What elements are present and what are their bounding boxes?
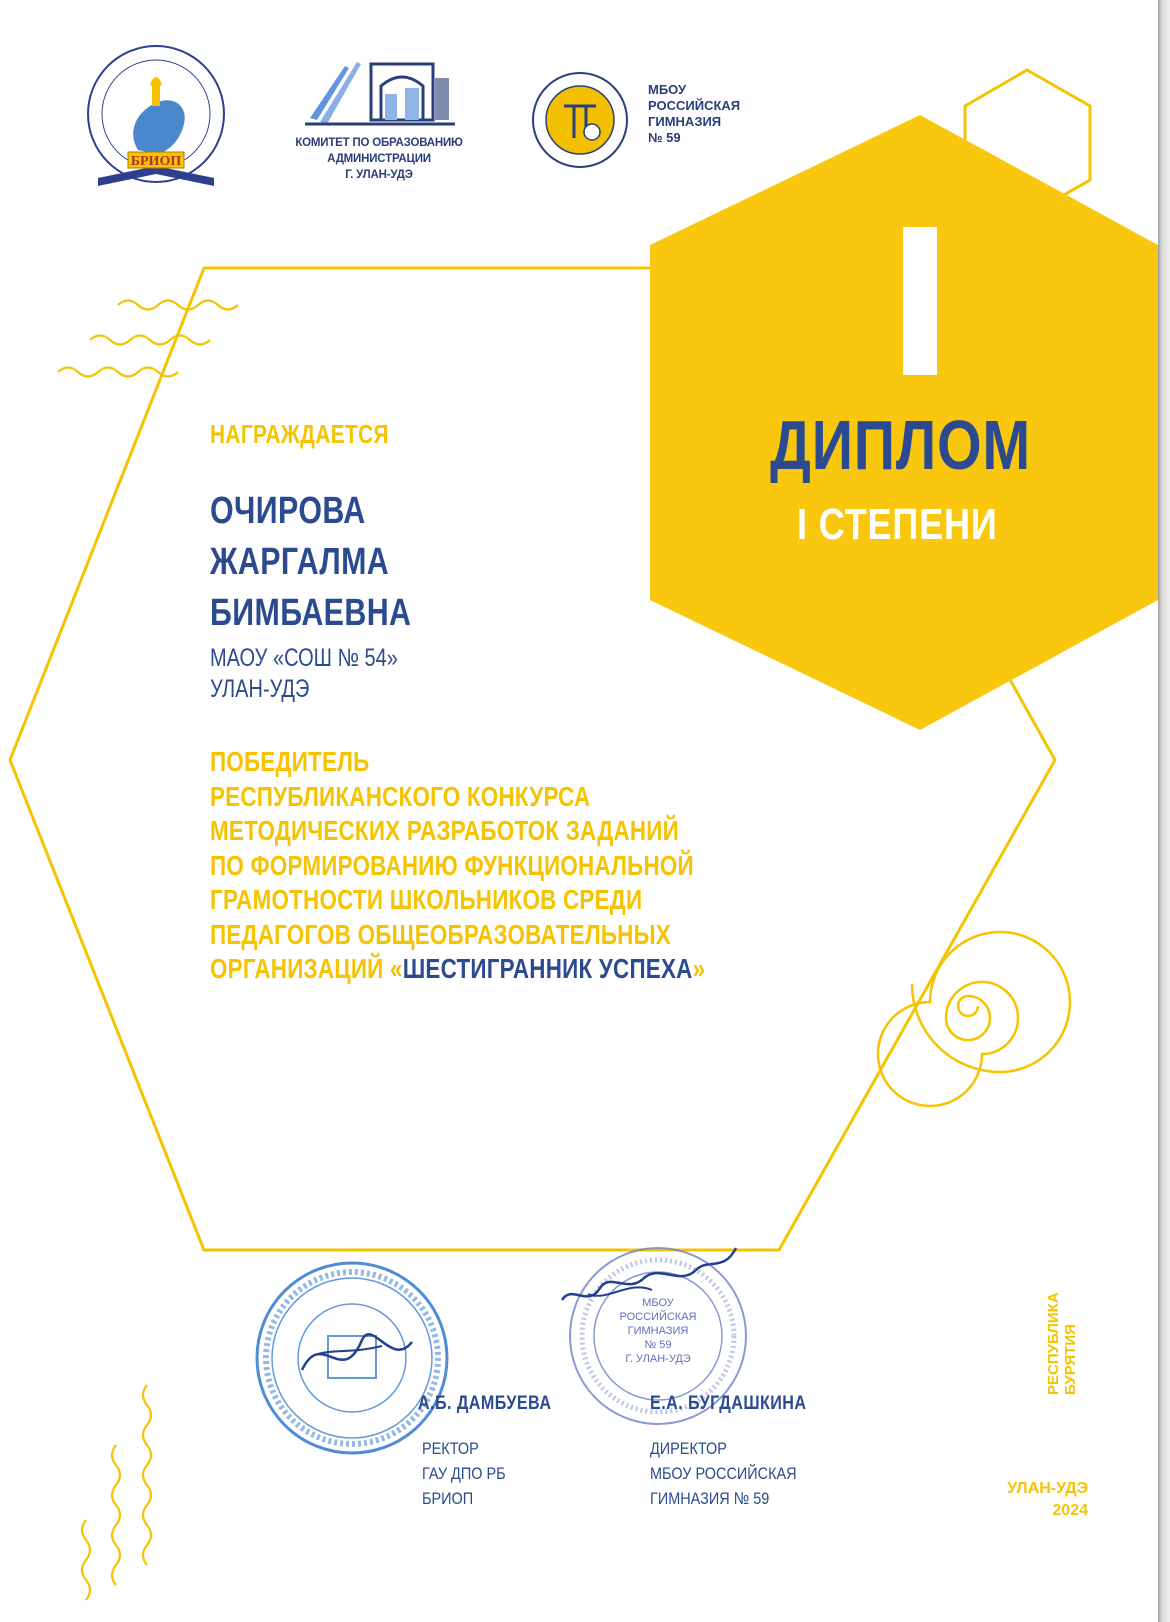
- page-edge-shadow: [1158, 0, 1170, 1622]
- stamp-line-2: РОССИЙСКАЯ: [619, 1311, 697, 1323]
- recipient-school: МАОУ «СОШ № 54»: [210, 644, 398, 672]
- signatory-1-name: А.Б. ДАМБУЕВА: [418, 1393, 552, 1414]
- gymnasium-line-1: МБОУ: [648, 82, 687, 97]
- recipient-school-block: [210, 643, 445, 705]
- signatory-2-role-line-2: МБОУ РОССИЙСКАЯ: [650, 1464, 797, 1483]
- recipient-city: УЛАН-УДЭ: [210, 675, 310, 703]
- recipient-name-line-2: ЖАРГАЛМА: [210, 541, 390, 583]
- gymnasium-logo: [530, 70, 630, 170]
- signatory-2-role: [650, 1436, 822, 1511]
- briop-stamp: [252, 1258, 452, 1458]
- wave-lines: [58, 301, 238, 377]
- description-line-7: [210, 952, 705, 987]
- gymnasium-caption: [648, 82, 740, 146]
- stamp-line-1: МБОУ: [642, 1297, 674, 1309]
- description-line-1: ПОБЕДИТЕЛЬ: [210, 746, 370, 777]
- signatory-2-name: Е.А. БУГДАШКИНА: [650, 1393, 807, 1414]
- region-line-1: РЕСПУБЛИКА: [1045, 1292, 1062, 1395]
- region-label: [1045, 1292, 1079, 1395]
- briop-logo-text: БРИОП: [130, 154, 182, 169]
- stamp-line-3: ГИМНАЗИЯ: [627, 1325, 689, 1337]
- footer-city: УЛАН-УДЭ: [1007, 1480, 1088, 1497]
- description-line-5: ГРАМОТНОСТИ ШКОЛЬНИКОВ СРЕДИ: [210, 884, 643, 915]
- recipient-name-line-1: ОЧИРОВА: [210, 490, 366, 532]
- footer-year: 2024: [1052, 1502, 1088, 1519]
- signatory-2-role-line-1: ДИРЕКТОР: [650, 1439, 727, 1458]
- committee-line-1: КОМИТЕТ ПО ОБРАЗОВАНИЮ: [295, 137, 463, 149]
- awarded-label: НАГРАЖДАЕТСЯ: [210, 419, 389, 449]
- description-line-2: РЕСПУБЛИКАНСКОГО КОНКУРСА: [210, 780, 591, 812]
- spiral: [878, 932, 1070, 1106]
- briop-logo: [78, 40, 234, 192]
- gymnasium-line-4: № 59: [648, 130, 681, 145]
- committee-line-3: Г. УЛАН-УДЭ: [345, 169, 413, 181]
- region-line-2: БУРЯТИЯ: [1062, 1324, 1079, 1395]
- gymnasium-line-2: РОССИЙСКАЯ: [648, 98, 741, 113]
- recipient-name: [210, 486, 462, 639]
- award-description: [210, 745, 829, 987]
- signatory-1-role-line-2: ГАУ ДПО РБ: [422, 1464, 506, 1483]
- committee-logo: [305, 58, 455, 130]
- description-line-7-prefix: ОРГАНИЗАЦИЙ «: [210, 953, 403, 984]
- description-line-6: ПЕДАГОГОВ ОБЩЕОБРАЗОВАТЕЛЬНЫХ: [210, 918, 671, 950]
- footer-city-year: [980, 1478, 1088, 1522]
- recipient-name-line-3: БИМБАЕВНА: [210, 592, 412, 634]
- signatory-1-role-line-1: РЕКТОР: [422, 1439, 479, 1458]
- diploma-subtitle: I СТЕПЕНИ: [797, 500, 998, 549]
- committee-line-2: АДМИНИСТРАЦИИ: [327, 153, 431, 165]
- degree-numeral-bar: [903, 227, 937, 375]
- description-line-3: МЕТОДИЧЕСКИХ РАЗРАБОТОК ЗАДАНИЙ: [210, 815, 679, 846]
- signatory-2-role-line-3: ГИМНАЗИЯ № 59: [650, 1489, 770, 1508]
- contest-name: ШЕСТИГРАННИК УСПЕХА: [402, 953, 693, 984]
- stamp-line-5: Г. УЛАН-УДЭ: [625, 1353, 691, 1365]
- vertical-waves: [82, 1385, 151, 1600]
- description-line-7-suffix: »: [692, 953, 706, 984]
- stamp-line-4: № 59: [644, 1339, 672, 1351]
- description-line-4: ПО ФОРМИРОВАНИЮ ФУНКЦИОНАЛЬНОЙ: [210, 849, 694, 881]
- committee-caption: [286, 135, 472, 183]
- signatory-1-role: [422, 1436, 520, 1511]
- gymnasium-line-3: ГИМНАЗИЯ: [648, 114, 722, 129]
- signatory-1-role-line-3: БРИОП: [422, 1489, 474, 1508]
- diploma-title: ДИПЛОМ: [770, 406, 1032, 484]
